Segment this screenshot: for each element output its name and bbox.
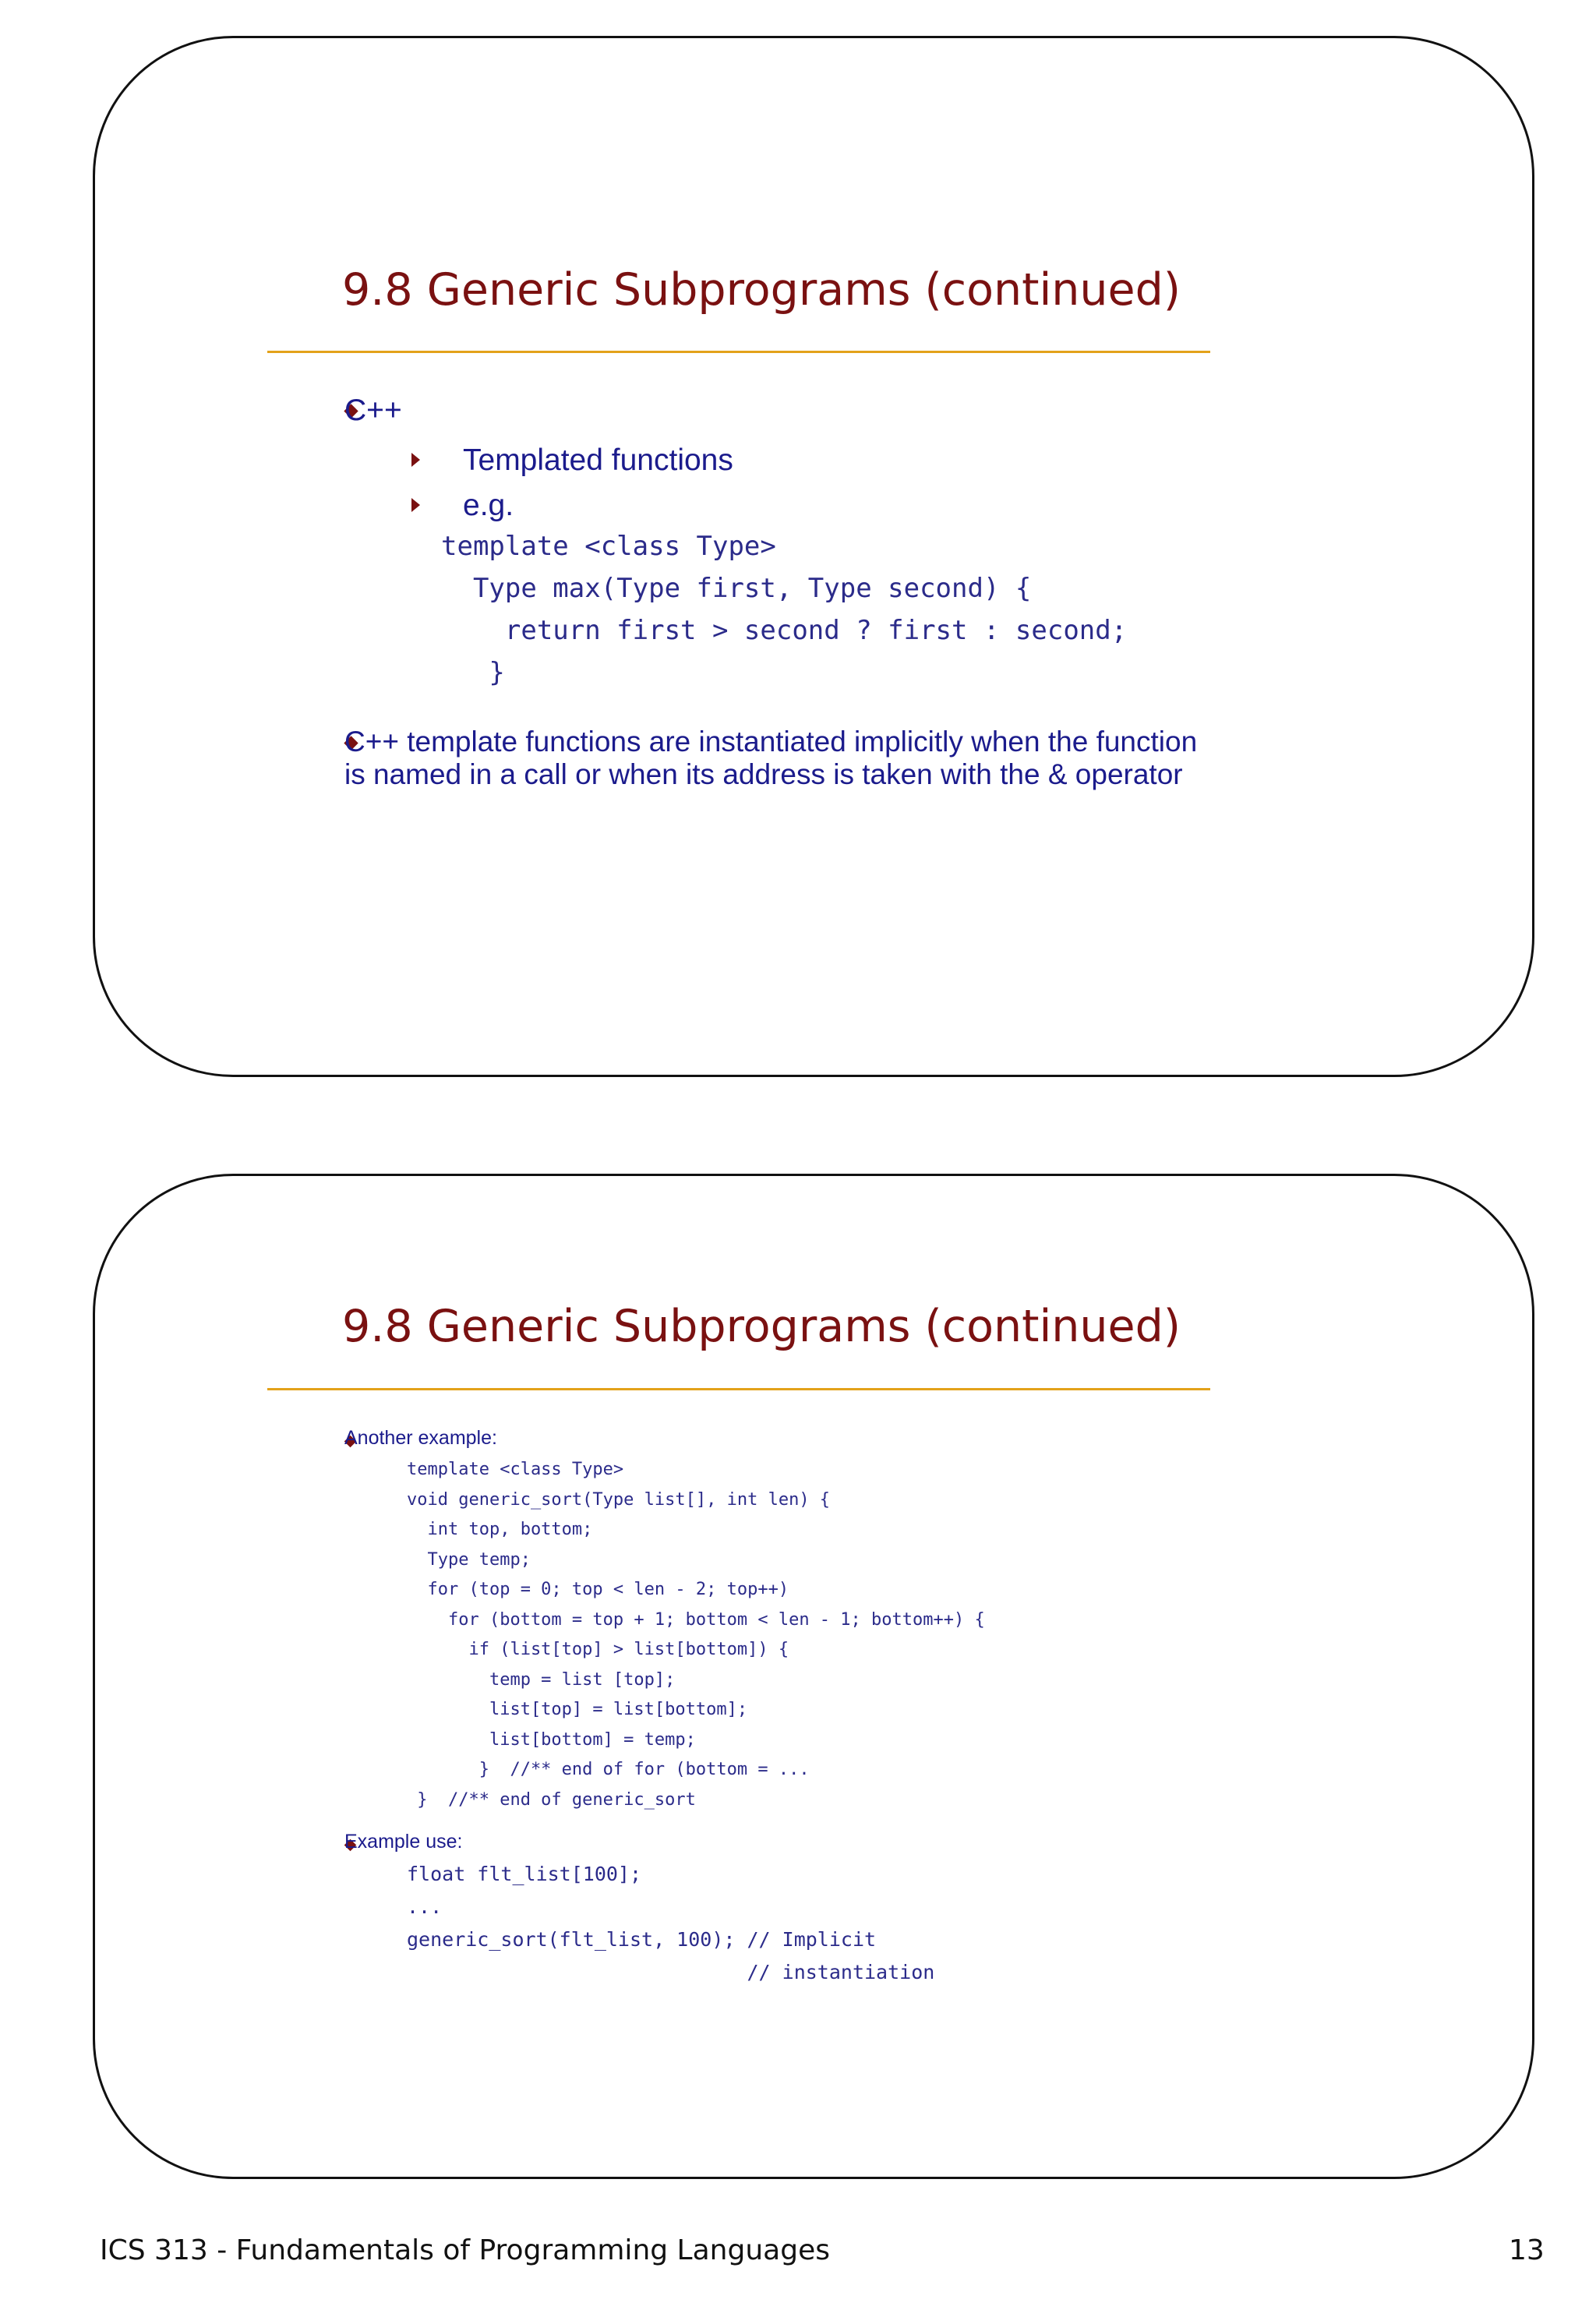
code-line: } //** end of for (bottom = ...: [407, 1760, 810, 1779]
code-line: list[bottom] = temp;: [407, 1730, 696, 1750]
code-line: } //** end of generic_sort: [407, 1790, 696, 1810]
code-line: Type temp;: [407, 1550, 531, 1570]
code-line: template <class Type>: [407, 1460, 624, 1479]
sub-bullet-example: e.g.: [463, 489, 514, 522]
code-line: int top, bottom;: [407, 1520, 593, 1539]
bullet-instantiation-line-1: C++ template functions are instantiated implicitly when the function: [344, 726, 1198, 758]
title-underline: [267, 1388, 1210, 1390]
code-line: Type max(Type first, Type second) {: [441, 573, 1032, 604]
code-line: return first > second ? first : second;: [441, 615, 1128, 646]
sub-bullet-arrow-icon: [411, 498, 420, 512]
code-line: float flt_list[100];: [407, 1863, 642, 1885]
sub-bullet-arrow-icon: [411, 453, 420, 467]
sub-bullet-templated-functions: Templated functions: [463, 443, 733, 477]
bullet-cpp: C++: [344, 394, 402, 427]
bullet-another-example: Another example:: [344, 1427, 497, 1449]
code-line: temp = list [top];: [407, 1670, 676, 1690]
footer-course-title: ICS 313 - Fundamentals of Programming Languages: [100, 2234, 830, 2266]
slide-2: [93, 1174, 1534, 2179]
slide-1: [93, 36, 1534, 1077]
code-line: for (top = 0; top < len - 2; top++): [407, 1580, 789, 1599]
slide-title: 9.8 Generic Subprograms (continued): [342, 264, 1181, 316]
page-number: 13: [1509, 2234, 1545, 2266]
code-line: }: [441, 657, 505, 688]
code-line: template <class Type>: [441, 531, 776, 562]
title-underline: [267, 351, 1210, 353]
bullet-instantiation-line-2: is named in a call or when its address is taken with the & operator: [344, 758, 1183, 790]
code-line: for (bottom = top + 1; bottom < len - 1; bottom++) {: [407, 1610, 985, 1630]
code-line: // instantiation: [407, 1961, 935, 1983]
code-line: list[top] = list[bottom];: [407, 1700, 748, 1719]
code-line: generic_sort(flt_list, 100); // Implicit: [407, 1928, 877, 1951]
slide-title: 9.8 Generic Subprograms (continued): [342, 1301, 1181, 1352]
bullet-example-use: Example use:: [344, 1831, 463, 1853]
code-line: ...: [407, 1895, 443, 1918]
code-line: void generic_sort(Type list[], int len) {: [407, 1490, 831, 1510]
code-line: if (list[top] > list[bottom]) {: [407, 1640, 789, 1659]
